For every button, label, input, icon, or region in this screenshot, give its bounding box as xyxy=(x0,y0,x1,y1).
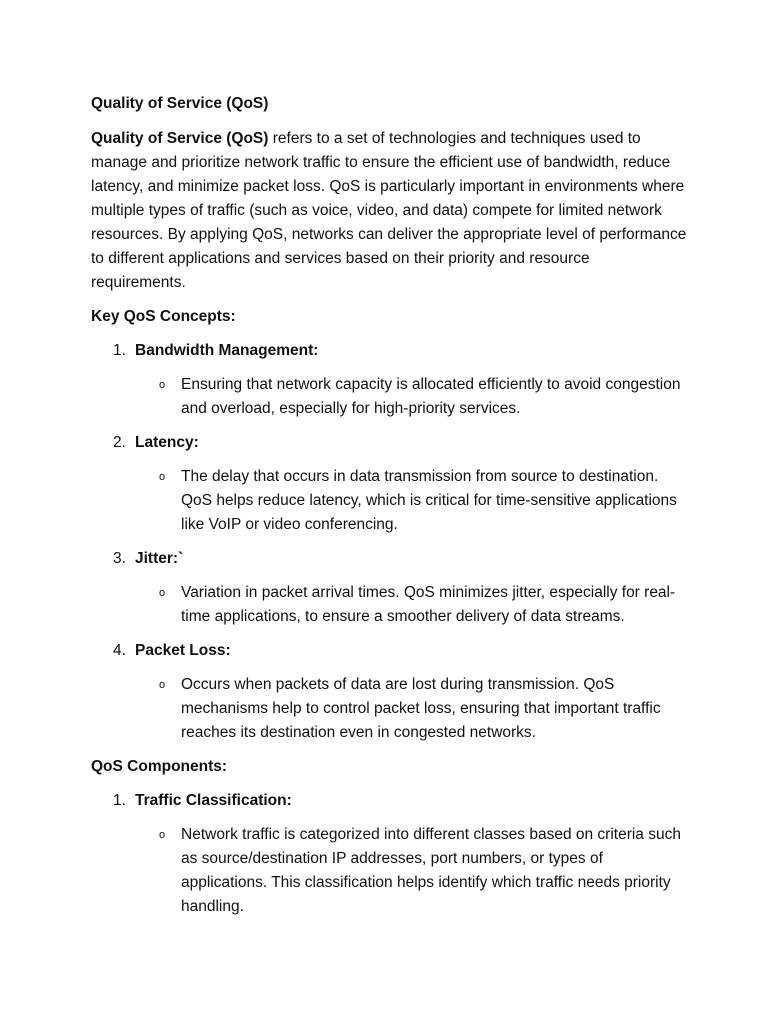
item-title: Bandwidth Management: xyxy=(135,342,319,359)
concept-item-jitter xyxy=(91,547,688,571)
bullet-text: The delay that occurs in data transmission from source to destination. QoS helps reduce latency, which is critical for time-sensitive applications like VoIP or video conferencing. xyxy=(181,468,677,533)
circle-bullet-icon: o xyxy=(159,829,166,841)
intro-text: refers to a set of technologies and techniques used to manage and prioritize network traffic to ensure the efficient use of bandwidth, reduce latency, and minimize packet loss. QoS is particularly important in environments where multiple types of traffic (such as voice, video, and data) compete for limited network resources. By applying QoS, networks can deliver the appropriate level of performance to different applications and services based on their priority and resource requirements. xyxy=(91,130,687,291)
bullet-text: Occurs when packets of data are lost during transmission. QoS mechanisms help to control packet loss, ensuring that important traffic reaches its destination even in congested networks. xyxy=(181,676,661,741)
circle-bullet-icon: o xyxy=(159,471,166,483)
concept-item-bandwidth xyxy=(91,339,688,363)
bullet-text: Variation in packet arrival times. QoS minimizes jitter, especially for real-time applications, to ensure a smoother delivery of data streams. xyxy=(181,584,676,625)
components-heading: QoS Components: xyxy=(91,758,228,775)
bullet-text: Ensuring that network capacity is allocated efficiently to avoid congestion and overload, especially for high-priority services. xyxy=(181,376,681,417)
item-title: Jitter:` xyxy=(135,550,184,567)
bullet-text: Network traffic is categorized into different classes based on criteria such as source/destination IP addresses, port numbers, or types of applications. This classification helps identify which traffic needs priority handling. xyxy=(181,826,681,915)
intro-bold-term: Quality of Service (QoS) xyxy=(91,130,269,147)
item-number: 3. xyxy=(113,550,126,567)
concept-bullet-bandwidth xyxy=(91,373,688,421)
concept-item-latency xyxy=(91,431,688,455)
intro-paragraph xyxy=(91,127,688,295)
item-title: Packet Loss: xyxy=(135,642,231,659)
component-bullet-traffic-classification xyxy=(91,823,688,919)
circle-bullet-icon: o xyxy=(159,587,166,599)
circle-bullet-icon: o xyxy=(159,679,166,691)
item-number: 1. xyxy=(113,342,126,359)
item-number: 1. xyxy=(113,792,126,809)
concept-bullet-jitter xyxy=(91,581,688,629)
concepts-heading: Key QoS Concepts: xyxy=(91,308,236,325)
document-title: Quality of Service (QoS) xyxy=(91,95,269,112)
item-number: 4. xyxy=(113,642,126,659)
circle-bullet-icon: o xyxy=(159,379,166,391)
item-number: 2. xyxy=(113,434,126,451)
concept-bullet-latency xyxy=(91,465,688,537)
concept-item-packet-loss xyxy=(91,639,688,663)
component-item-traffic-classification xyxy=(91,789,688,813)
item-title: Traffic Classification: xyxy=(135,792,292,809)
item-title: Latency: xyxy=(135,434,199,451)
concept-bullet-packet-loss xyxy=(91,673,688,745)
